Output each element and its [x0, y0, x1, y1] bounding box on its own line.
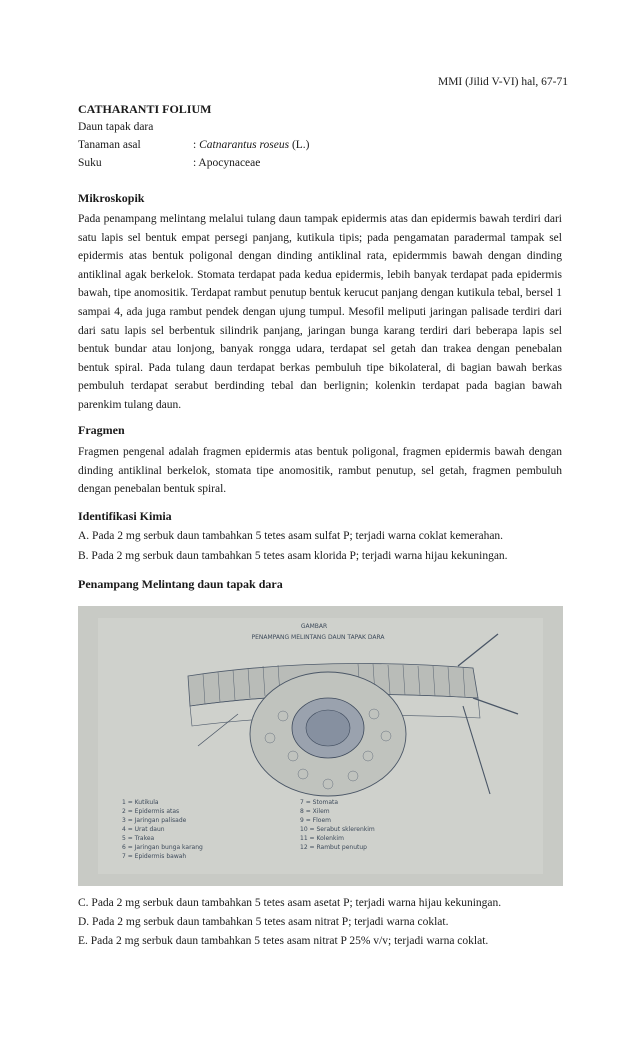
- legend-item: 10 = Serabut sklerenkim: [300, 826, 375, 833]
- chem-test-c: C. Pada 2 mg serbuk daun tambahkan 5 tetes asam asetat P; terjadi warna hijau kekuningan.: [78, 897, 502, 909]
- legend-item: 12 = Rambut penutup: [300, 844, 367, 851]
- legend-item: 8 = Xilem: [300, 808, 330, 815]
- chemical-id-heading: Identifikasi Kimia: [78, 509, 172, 523]
- chem-test-b: B. Pada 2 mg serbuk daun tambahkan 5 tetes asam klorida P; terjadi warna hijau kekuningan.: [78, 550, 508, 562]
- chem-test-a: A. Pada 2 mg serbuk daun tambahkan 5 tetes asam sulfat P; terjadi warna coklat kemerahan.: [78, 530, 504, 542]
- chem-test-e: E. Pada 2 mg serbuk daun tambahkan 5 tetes asam nitrat P 25% v/v; terjadi warna coklat.: [78, 935, 489, 947]
- microscopic-heading: Mikroskopik: [78, 191, 145, 205]
- plant-origin-separator: :: [193, 139, 200, 151]
- leaf-cross-section-drawing: [78, 606, 563, 886]
- legend-item: 7 = Stomata: [300, 799, 339, 806]
- fragment-heading: Fragmen: [78, 423, 125, 437]
- family-value: : Apocynaceae: [193, 157, 261, 169]
- legend-item: 7 = Epidermis bawah: [122, 853, 187, 860]
- figure-heading: Penampang Melintang daun tapak dara: [78, 577, 283, 591]
- microscopic-paragraph: Pada penampang melintang melalui tulang daun tampak epidermis atas dan epidermis bawah terdiri dari satu lapis sel bentuk empat persegi panjang, kutikula tipis; pada pengamatan paradermal tampak sel epidermis atas bentuk poligonal dengan dinding antiklinal rata, epidermmis bawah dengan dinding antiklinal agak berkelok. Stomata terdapat pada kedua epidermis, lebih banyak terdapat pada epidermis bawah, tipe anomositik. Terdapat rambut penutup bentuk kerucut panjang dengan kutikula tebal, bersel 1 sampai 4, ada juga rambut pendek dengan ujung tumpul. Mesofil meliputi jaringan palisade terdiri dari dari satu lapis sel berbentuk silindrik panjang, jaringan bunga karang terdiri dari beberapa lapis sel bentuk bundar atau lonjong, banyak rongga udara, terdapat sel getah dan trakea dengan penebalan bentuk spiral. Pada tulang daun terdapat berkas pembuluh tipe bikolateral, di bagian bawah berkas pembuluh terdapat serabut berdinding tebal dan berlignin; kolenkin terdapat pada bagian bawah parenkim tulang daun.: [78, 213, 562, 411]
- chem-test-d: D. Pada 2 mg serbuk daun tambahkan 5 tetes asam nitrat P; terjadi warna coklat.: [78, 916, 449, 928]
- legend-item: 4 = Urat daun: [122, 826, 165, 833]
- legend-item: 2 = Epidermis atas: [122, 808, 180, 815]
- family-row: [78, 157, 260, 169]
- family-label: Suku: [78, 157, 102, 169]
- plant-origin-label: Tanaman asal: [78, 139, 141, 151]
- plant-species-name: Catnarantus roseus: [199, 139, 290, 151]
- common-name: Daun tapak dara: [78, 121, 154, 133]
- legend-item: 6 = Jaringan bunga karang: [122, 844, 203, 851]
- cross-section-figure: [78, 606, 563, 886]
- reference-header: MMI (Jilid V-VI) hal, 67-71: [437, 76, 568, 88]
- figure-caption-top: GAMBAR: [300, 623, 328, 630]
- legend-item: 11 = Kolenkim: [300, 835, 344, 842]
- legend-item: 1 = Kutikula: [122, 799, 159, 806]
- legend-item: 9 = Floem: [300, 817, 331, 824]
- plant-origin-row: [78, 139, 310, 151]
- fragment-paragraph: Fragmen pengenal adalah fragmen epidermis atas bentuk poligonal, fragmen epidermis bawah dengan dinding antiklinal berkelok, stomata tipe anomositik, rambut penutup, sel getah, fragmen pembuluh dengan penebalan bentuk spiral.: [78, 446, 562, 496]
- figure-caption-main: PENAMPANG MELINTANG DAUN TAPAK DARA: [251, 634, 385, 641]
- legend-item: 5 = Trakea: [122, 835, 155, 842]
- plant-author: (L.): [289, 139, 310, 151]
- monograph-title: CATHARANTI FOLIUM: [78, 102, 212, 116]
- legend-item: 3 = Jaringan palisade: [122, 817, 187, 824]
